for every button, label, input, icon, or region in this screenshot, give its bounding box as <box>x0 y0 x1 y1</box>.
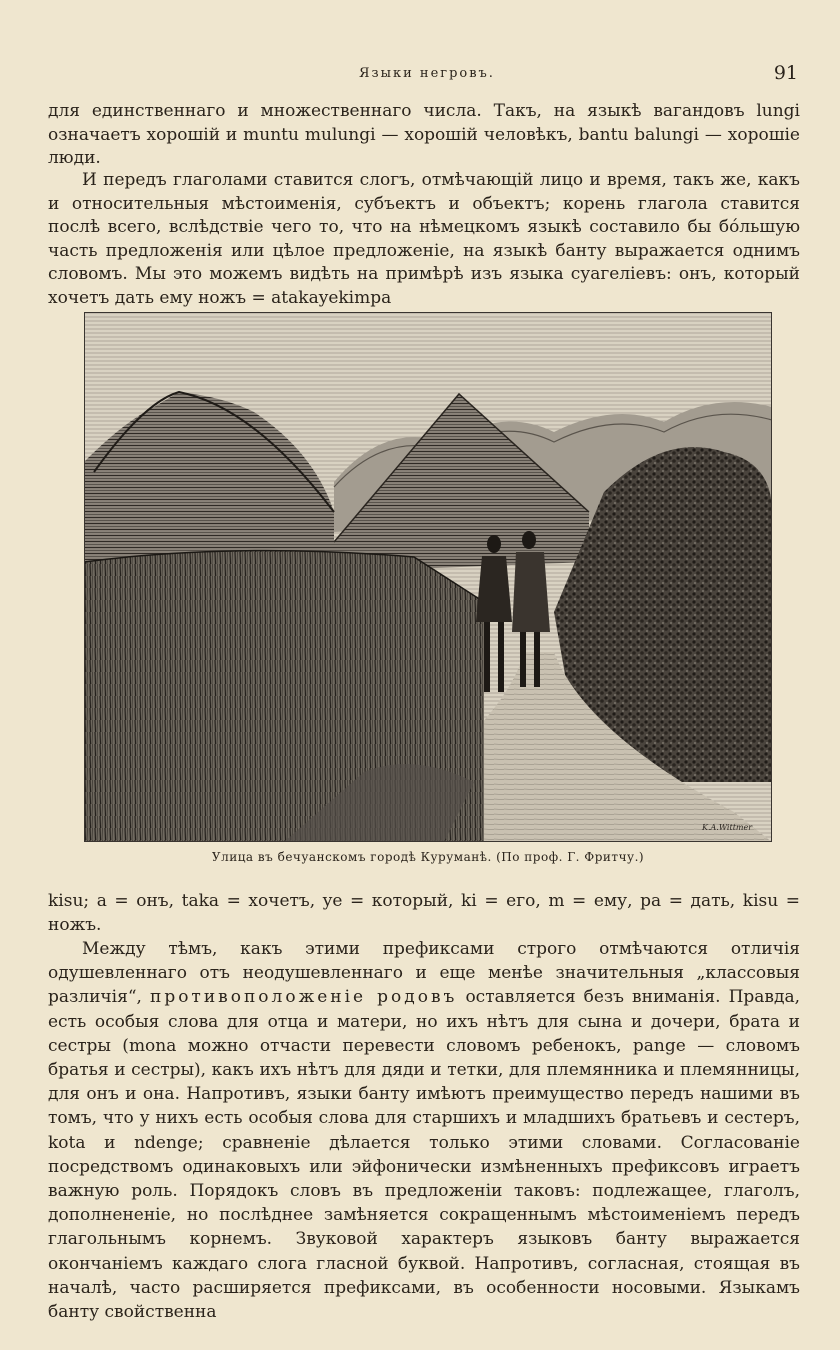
paragraph-4-part-b: оставляется безъ вниманія. Правда, есть особыя слова для отца и матери, но ихъ нѣтъ для сына и дочери, брата и сестры (mona можно отчасти перевести словомъ ребенокъ, pange — словомъ братья и сестры), какъ ихъ нѣтъ для дяди и тетки, для племянника и племянницы, для онъ и она. Напротивъ, языки банту имѣютъ преимущество передъ нашими въ томъ, что у нихъ есть особыя слова для старшихъ и младшихъ братьевъ и сестеръ, kota и ndenge; сравненіе дѣлается только этими словами. Согласованіе посредствомъ одинаковыхъ или эйфонически измѣненныхъ префиксовъ играетъ важную роль. Порядокъ словъ въ предложеніи таковъ: подлежащее, глаголъ, дополнененіе, но послѣднее замѣняется сокращеннымъ мѣстоименіемъ передъ глагольнымъ корнемъ. Звуковой характеръ языковъ банту выражается окончаніемъ каждаго слога гласной буквой. Напротивъ, согласная, стоящая въ началѣ, часто расширяется префиксами, въ особенности носовыми. Языкамъ банту свойственна <box>48 987 801 1323</box>
spaced-emphasis: противоположеніе родовъ <box>149 987 458 1008</box>
figure-caption: Улица въ бечуанскомъ городѣ Куруманѣ. (По проф. Г. Фритчу.) <box>211 850 645 864</box>
paragraph-1: для единственнаго и множественнаго числа. Такъ, на языкѣ вагандовъ lungi означаетъ хорошій и muntu mulungi — хорошій человѣкъ, bantu balungi — хорошіе люди. <box>48 101 800 168</box>
running-head <box>46 62 808 86</box>
paragraph-2: И передъ глаголами ставится слогъ, отмѣчающій лицо и время, такъ же, какъ и относительныя мѣстоименія, субъектъ и объектъ; корень глагола ставится послѣ всего, вслѣдствіе чего то, что на нѣмецкомъ языкѣ составило бы бóльшую часть предложенія или цѣлое предложеніе, на языкѣ банту выражается однимъ словомъ. Мы это можемъ видѣть на примѣрѣ изъ языка суагеліевъ: онъ, который хочетъ дать ему ножъ = atakayekimpa <box>48 170 800 308</box>
engraving-illustration <box>84 312 772 842</box>
page-number: 91 <box>773 62 798 84</box>
engraver-signature: K.A.Wittmer <box>702 823 753 832</box>
running-title: Языки негровъ. <box>359 66 495 81</box>
paragraph-4-part-a: Между тѣмъ, какъ этими префиксами строго отмѣчаются отличія одушевленнаго отъ неодушевленнаго и еще менѣе значительныя „классовыя различія“, <box>48 939 800 1008</box>
paragraph-3: kisu; a = онъ, taka = хочетъ, ye = который, ki = его, m = ему, pa = дать, kisu = ножъ. <box>48 891 800 935</box>
paragraph-4 <box>48 937 800 1324</box>
